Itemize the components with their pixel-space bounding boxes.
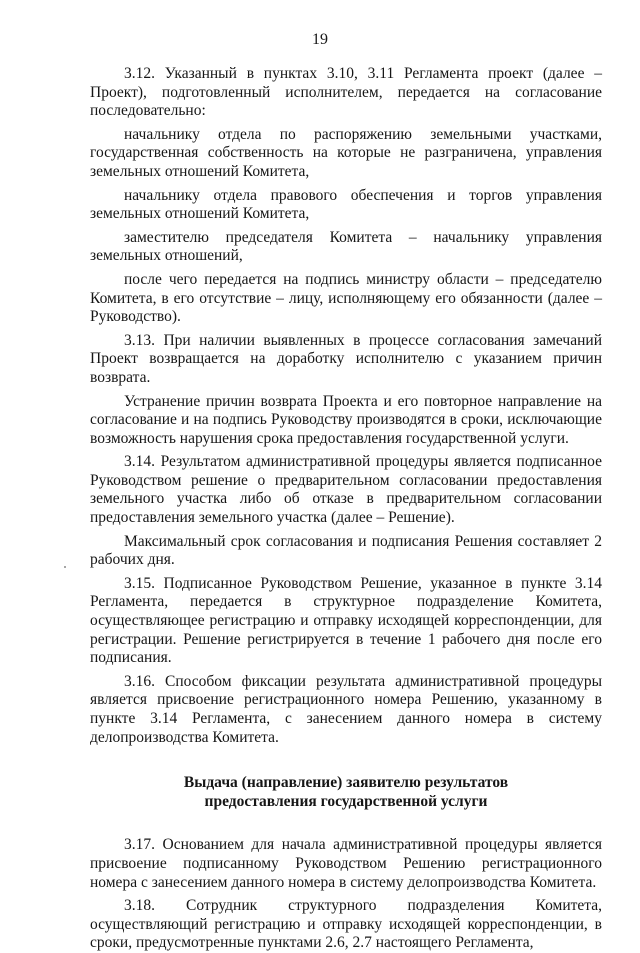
- paragraph-max-term: Максимальный срок согласования и подписания Решения составляет 2 рабочих дня.: [90, 532, 602, 569]
- page-number: 19: [312, 31, 328, 48]
- paragraph-3-18: 3.18. Сотрудник структурного подразделения Комитета, осуществляющий регистрацию и отправку исходящей корреспонденции, в сроки, предусмотренные пунктами 2.6, 2.7 настоящего Регламента,: [90, 897, 602, 952]
- paragraph-3-17: 3.17. Основанием для начала административной процедуры является присвоение подписанному Руководством Решению регистрационного номера с занесением данного номера в систему делопроизводства Комитета.: [90, 836, 602, 891]
- section-heading: [90, 774, 602, 811]
- paragraph-return-elimination: Устранение причин возврата Проекта и его повторное направление на согласование и на подпись Руководству производятся в сроки, исключающие возможность нарушения срока предоставления государственной услуги.: [90, 392, 602, 447]
- margin-mark: [64, 566, 66, 568]
- paragraph-recipient-3: заместителю председателя Комитета – начальнику управления земельных отношений,: [90, 228, 602, 265]
- section-heading-line-2: предоставления государственной услуги: [204, 792, 488, 810]
- paragraph-signature: после чего передается на подпись министру области – председателю Комитета, в его отсутствие – лицу, исполняющему его обязанности (далее – Руководство).: [90, 270, 602, 326]
- paragraph-3-14: 3.14. Результатом административной процедуры является подписанное Руководством решение о предварительном согласовании предоставления земельного участка либо об отказе в предварительном согласовании предоставления земельного участка (далее – Решение).: [90, 453, 602, 527]
- section-heading-line-1: Выдача (направление) заявителю результатов: [183, 774, 509, 792]
- paragraph-3-16: 3.16. Способом фиксации результата административной процедуры является присвоение регистрационного номера Решению, указанному в пункте 3.14 Регламента, с занесением данного номера в систему делопроизводства Комитета.: [90, 672, 602, 746]
- paragraph-recipient-1: начальнику отдела по распоряжению земельными участками, государственная собственность на которые не разграничена, управления земельных отношений Комитета,: [90, 125, 602, 180]
- paragraph-3-12: 3.12. Указанный в пунктах 3.10, 3.11 Регламента проект (далее – Проект), подготовленный исполнителем, передается на согласование последовательно:: [90, 65, 602, 120]
- paragraph-3-15: 3.15. Подписанное Руководством Решение, указанное в пункте 3.14 Регламента, передается в структурное подразделение Комитета, осуществляющее регистрацию и отправку исходящей корреспонденции, для регистрации. Решение регистрируется в течение 1 рабочего дня после его подписания.: [90, 574, 602, 667]
- paragraph-recipient-2: начальнику отдела правового обеспечения и торгов управления земельных отношений Комитета,: [90, 186, 602, 223]
- page-body: [90, 65, 602, 953]
- paragraph-3-13: 3.13. При наличии выявленных в процессе согласования замечаний Проект возвращается на доработку исполнителю с указанием причин возврата.: [90, 331, 602, 386]
